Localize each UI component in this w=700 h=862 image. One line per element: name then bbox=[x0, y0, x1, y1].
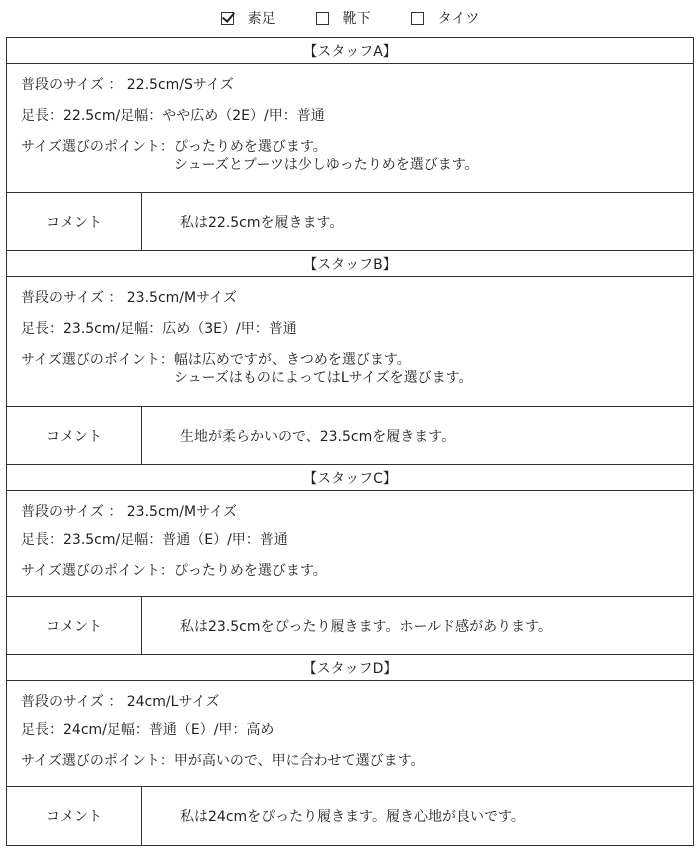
staff-size-table bbox=[6, 37, 694, 846]
size-point bbox=[21, 136, 679, 176]
comment-row bbox=[7, 407, 693, 465]
unchecked-checkbox-icon bbox=[411, 12, 424, 25]
size-point-text: ぴったりめを選びます。 bbox=[173, 139, 327, 155]
comment-label: コメント bbox=[7, 787, 142, 845]
size-point-text: シューズとブーツは少しゆったりめを選びます。 bbox=[173, 157, 479, 173]
size-point bbox=[21, 750, 679, 772]
usual-size: 普段のサイズ ： 24cm/Lサイズ bbox=[21, 694, 220, 710]
usual-size: 普段のサイズ ： 22.5cm/Sサイズ bbox=[21, 77, 234, 93]
staff-info bbox=[7, 491, 693, 597]
comment-text: 私は22.5cmを履きます。 bbox=[180, 214, 344, 231]
comment-text: 生地が柔らかいので、23.5cmを履きます。 bbox=[180, 428, 456, 445]
size-point-values bbox=[174, 136, 479, 176]
comment-text: 私は23.5cmをぴったり履きます。ホールド感があります。 bbox=[180, 618, 552, 635]
size-point-label: サイズ選びのポイント： bbox=[21, 352, 174, 368]
foot-measurements: 足長：23.5cm/足幅：広め（3E）/甲：普通 bbox=[21, 321, 297, 337]
legend-label: 靴下 bbox=[342, 11, 371, 27]
comment-label: コメント bbox=[7, 597, 142, 654]
size-point-text: 幅は広めですが、きつめを選びます。 bbox=[173, 352, 411, 368]
comment-row bbox=[7, 787, 693, 845]
size-point-label: サイズ選びのポイント： bbox=[21, 563, 174, 579]
size-point-text: ぴったりめを選びます。 bbox=[173, 563, 327, 579]
foot-measurements: 足長：23.5cm/足幅：普通（E）/甲：普通 bbox=[21, 532, 288, 548]
legend-item-tights bbox=[411, 8, 480, 28]
foot-measurements: 足長：22.5cm/足幅：やや広め（2E）/甲：普通 bbox=[21, 108, 325, 124]
size-point-label: サイズ選びのポイント： bbox=[21, 753, 174, 769]
comment-text: 私は24cmをぴったり履きます。履き心地が良いです。 bbox=[180, 809, 525, 825]
staff-info bbox=[7, 277, 693, 407]
usual-size: 普段のサイズ ： 23.5cm/Mサイズ bbox=[21, 504, 237, 520]
size-point-values bbox=[174, 560, 327, 582]
size-point-text: 甲が高いので、甲に合わせて選びます。 bbox=[173, 753, 425, 769]
comment-row bbox=[7, 597, 693, 655]
size-point-text: シューズはものによってはLサイズを選びます。 bbox=[173, 370, 473, 386]
usual-size: 普段のサイズ ： 23.5cm/Mサイズ bbox=[21, 290, 237, 306]
size-point-values bbox=[174, 750, 425, 772]
legend-item-barefoot bbox=[221, 8, 276, 28]
staff-header: 【スタッフD】 bbox=[7, 655, 693, 681]
staff-header: 【スタッフB】 bbox=[7, 251, 693, 277]
foot-measurements: 足長：24cm/足幅：普通（E）/甲：高め bbox=[21, 722, 275, 738]
staff-info bbox=[7, 64, 693, 193]
comment-row bbox=[7, 193, 693, 251]
staff-info bbox=[7, 681, 693, 787]
legend-item-socks bbox=[316, 8, 371, 28]
size-point-label: サイズ選びのポイント： bbox=[21, 139, 174, 155]
comment-label: コメント bbox=[7, 407, 142, 464]
condition-legend bbox=[0, 0, 700, 36]
legend-label: 素足 bbox=[247, 11, 276, 27]
staff-header: 【スタッフA】 bbox=[7, 38, 693, 64]
unchecked-checkbox-icon bbox=[316, 12, 329, 25]
checked-checkbox-icon bbox=[221, 12, 234, 25]
size-point-values bbox=[174, 349, 473, 389]
size-point bbox=[21, 349, 679, 389]
comment-label: コメント bbox=[7, 193, 142, 250]
legend-label: タイツ bbox=[437, 11, 480, 27]
staff-header: 【スタッフC】 bbox=[7, 465, 693, 491]
size-point bbox=[21, 560, 679, 582]
